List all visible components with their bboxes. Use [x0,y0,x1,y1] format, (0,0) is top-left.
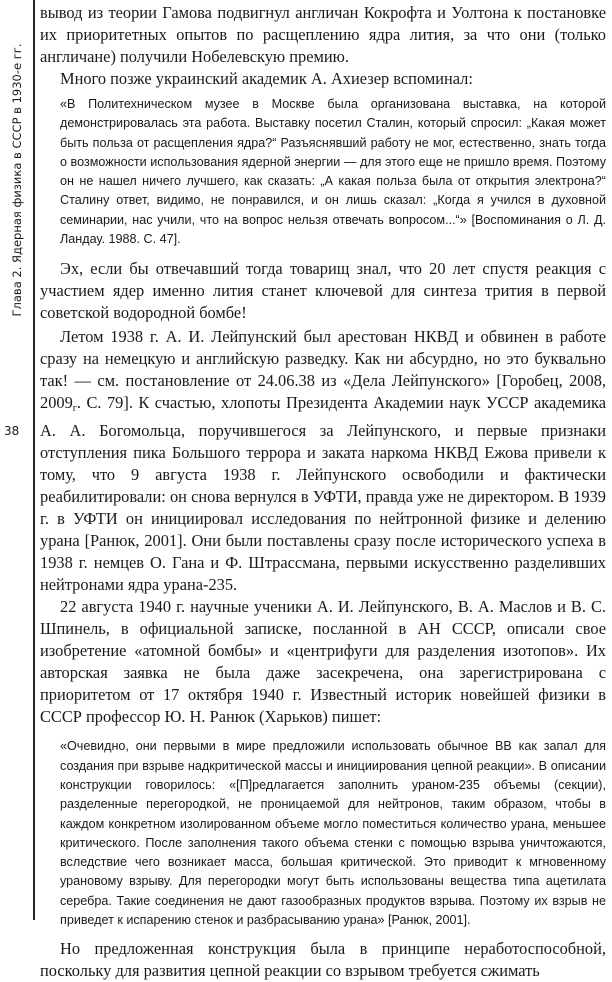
paragraph-4-text-b: . С. 79]. К счастью, хлопоты Президента Академии наук УССР академика А. А. Богомольца, поручившегося за Лейпунского, и первые признаки отступления пика Большого террора и заката наркома НКВД Ежова привели к тому, что 9 августа 1938 г. Лейпунского освободили и фактически реабилитировали: он снова вернулся в УФТИ, правда уже не директором. В 1939 г. в УФТИ он инициировал исследования по нейтронной физике и делению урана [Ранюк, 2001]. Они были поставлены сразу после исторического успеха в 1938 г. немцев О. Гана и Ф. Штрассмана, первыми искусственно разделивших нейтронами ядра урана-235. [40,393,606,595]
paragraph-5: 22 августа 1940 г. научные ученики А. И. Лейпунского, В. А. Маслов и В. С. Шпинель, в официальной записке, посланной в АН СССР, описали свое изобретение «атомной бомбы» и «центрифуги для разделения изотопов». Их авторская заявка не была даже засекречена, она зарегистрирована с приоритетом от 17 октября 1940 г. Известный историк новейшей физики в СССР профессор Ю. Н. Ранюк (Харьков) пишет: [40,597,606,727]
quote-1: «В Политехническом музее в Москве была организована выставка, на которой демонстрировалась эта работа. Выставку посетил Сталин, который спросил: „Какая может быть польза от расщепления ядра?“ Разъяснявший работу не мог, естественно, знать тогда о возможности использования ядерной энергии — для этого еще не пришло время. Поэтому он не нашел ничего лучшего, как сказать: „А какая польза была от открытия электрона?“ Сталину ответ, видимо, не понравился, и он лишь сказал: „Когда я учился в духовной семинарии, нас учили, что на вопрос нельзя отвечать вопросом...“» [Воспоминания о Л. Д. Ландау. 1988. С. 47]. [60,97,606,247]
running-head: Глава 2. Ядерная физика в СССР в 1930-е гг. [10,43,24,317]
paragraph-3: Эх, если бы отвечавший тогда товарищ знал, что 20 лет спустя реакция с участием ядер именно лития станет ключевой для синтеза трития в первой советской водородной бомбе! [40,259,606,323]
paragraph-1: вывод из теории Гамова подвигнул англичан Кокрофта и Уолтона к постановке их приоритетных опытов по расщеплению ядра лития, за что они (только англичане) получили Нобелевскую премию. [40,3,606,66]
paragraph-4-subscript: г [72,403,77,415]
margin-rule [33,0,35,920]
page-body [40,2,606,982]
page-margin [0,0,34,920]
paragraph-2: Много позже украинский академик А. Ахиезер вспоминал: [60,69,473,88]
quote-2: «Очевидно, они первыми в мире предложили использовать обычное ВВ как запал для создания при взрыве надкритической массы и инициирования цепной реакции». В описании конструкции говорилось: «[П]редлагается заполнить ураном-235 объемы (секции), разделенные перегородкой, не проницаемой для нейтронов, таким образом, чтобы в каждом конкретном изолированном объеме могло поместиться количество урана, меньшее критического. После заполнения такого объема стенки с помощью взрыва уничтожаются, вследствие чего возникает масса, большая критической. Это приводит к мгновенному урановому взрыву. Для перегородки могут быть использованы вещества типа ацетилата серебра. Такие соединения не дают газообразных продуктов взрыва. Поэтому их взрыв не приведет к испарению стенок и разбрасыванию урана» [Ранюк, 2001]. [60,739,606,928]
page-number: 38 [4,424,20,438]
paragraph-4-text-a: Летом 1938 г. А. И. Лейпунский был арестован НКВД и обвинен в работе сразу на немецкую и английскую разведку. Как ни абсурдно, но это буквально так! — см. постановление от 24.06.38 из «Дела Лейпунского» [Горобец, 2008, 2009 [40,327,606,413]
paragraph-6: Но предложенная конструкция была в принципе неработоспособной, поскольку для развития цепной реакции со взрывом требуется сжимать [40,939,606,981]
paragraph-4 [40,326,606,596]
